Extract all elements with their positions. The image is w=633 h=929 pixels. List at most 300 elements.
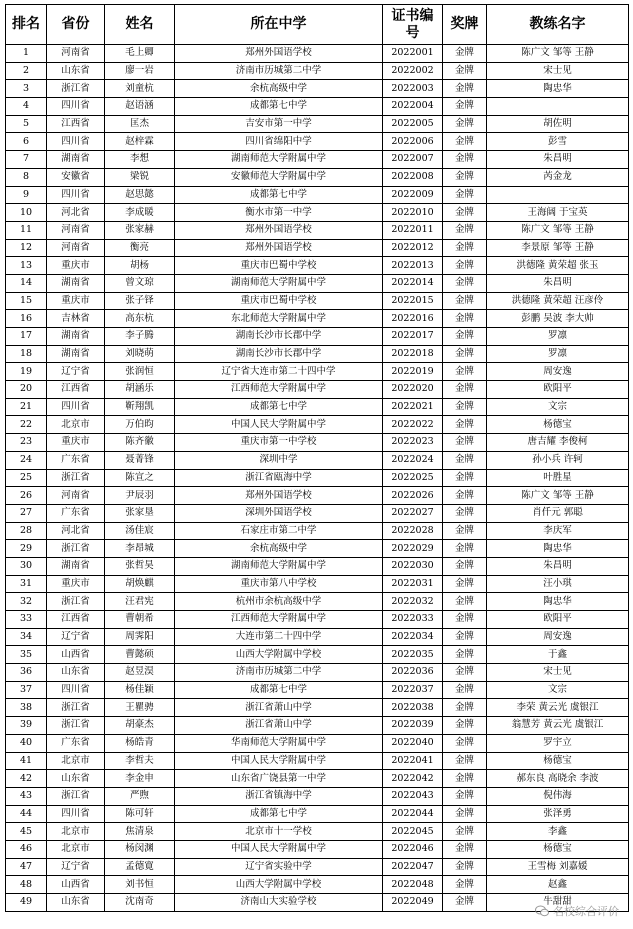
wechat-icon (535, 905, 549, 917)
cell-certificate: 2022012 (383, 239, 443, 257)
cell-rank: 2 (6, 62, 47, 80)
table-row (6, 328, 629, 346)
cell-certificate: 2022046 (383, 840, 443, 858)
cell-name: 胡涵乐 (105, 381, 175, 399)
cell-medal: 金牌 (443, 381, 487, 399)
cell-medal: 金牌 (443, 876, 487, 894)
cell-province: 湖南省 (47, 557, 105, 575)
cell-rank: 7 (6, 151, 47, 169)
cell-province: 浙江省 (47, 469, 105, 487)
cell-certificate: 2022040 (383, 734, 443, 752)
cell-province: 山东省 (47, 894, 105, 912)
table-row (6, 381, 629, 399)
cell-medal: 金牌 (443, 540, 487, 558)
cell-province: 重庆市 (47, 575, 105, 593)
cell-certificate: 2022014 (383, 274, 443, 292)
cell-medal: 金牌 (443, 239, 487, 257)
cell-province: 四川省 (47, 398, 105, 416)
cell-rank: 40 (6, 734, 47, 752)
cell-coach: 李景原 邹等 王静 (487, 239, 629, 257)
cell-coach: 宋士见 (487, 664, 629, 682)
cell-medal: 金牌 (443, 752, 487, 770)
cell-certificate: 2022001 (383, 45, 443, 63)
cell-school: 成都第七中学 (175, 681, 383, 699)
watermark (535, 903, 619, 919)
cell-coach: 杨德宝 (487, 752, 629, 770)
table-row (6, 363, 629, 381)
cell-rank: 35 (6, 646, 47, 664)
cell-name: 孟德寛 (105, 858, 175, 876)
cell-name: 赵昱淏 (105, 664, 175, 682)
cell-certificate: 2022043 (383, 787, 443, 805)
cell-province: 湖南省 (47, 151, 105, 169)
cell-rank: 5 (6, 115, 47, 133)
cell-medal: 金牌 (443, 416, 487, 434)
cell-medal: 金牌 (443, 770, 487, 788)
cell-medal: 金牌 (443, 787, 487, 805)
cell-province: 辽宁省 (47, 628, 105, 646)
cell-rank: 46 (6, 840, 47, 858)
cell-province: 重庆市 (47, 434, 105, 452)
cell-medal: 金牌 (443, 363, 487, 381)
cell-coach: 郝东良 高晓余 李波 (487, 770, 629, 788)
cell-name: 周霁阳 (105, 628, 175, 646)
cell-medal: 金牌 (443, 168, 487, 186)
table-row (6, 717, 629, 735)
table-row (6, 416, 629, 434)
cell-school: 华南师范大学附属中学 (175, 734, 383, 752)
cell-province: 北京市 (47, 416, 105, 434)
cell-coach: 陶忠华 (487, 540, 629, 558)
cell-rank: 43 (6, 787, 47, 805)
cell-name: 刘书恒 (105, 876, 175, 894)
table-row (6, 168, 629, 186)
cell-name: 匡杰 (105, 115, 175, 133)
watermark-text: 名校综合评价 (553, 905, 619, 918)
cell-certificate: 2022049 (383, 894, 443, 912)
cell-province: 河南省 (47, 45, 105, 63)
cell-province: 湖南省 (47, 328, 105, 346)
cell-school: 成都第七中学 (175, 186, 383, 204)
header-school: 所在中学 (175, 5, 383, 45)
cell-certificate: 2022037 (383, 681, 443, 699)
header-medal: 奖牌 (443, 5, 487, 45)
table-row (6, 734, 629, 752)
cell-school: 济南山大实验学校 (175, 894, 383, 912)
cell-certificate: 2022003 (383, 80, 443, 98)
cell-name: 曹朝希 (105, 611, 175, 629)
cell-name: 李昂城 (105, 540, 175, 558)
cell-school: 浙江省萧山中学 (175, 717, 383, 735)
table-row (6, 80, 629, 98)
cell-certificate: 2022013 (383, 257, 443, 275)
cell-coach: 陈广文 邹等 王静 (487, 221, 629, 239)
cell-rank: 24 (6, 451, 47, 469)
cell-coach: 彭鹏 吴波 李大帅 (487, 310, 629, 328)
cell-name: 张哲昊 (105, 557, 175, 575)
cell-name: 李成暖 (105, 204, 175, 222)
cell-medal: 金牌 (443, 62, 487, 80)
cell-medal: 金牌 (443, 98, 487, 116)
cell-medal: 金牌 (443, 469, 487, 487)
cell-province: 广东省 (47, 451, 105, 469)
table-row (6, 876, 629, 894)
cell-province: 河南省 (47, 487, 105, 505)
cell-school: 浙江省镇海中学 (175, 787, 383, 805)
cell-coach: 彭雪 (487, 133, 629, 151)
cell-rank: 8 (6, 168, 47, 186)
cell-rank: 26 (6, 487, 47, 505)
cell-province: 四川省 (47, 98, 105, 116)
table-row (6, 575, 629, 593)
cell-coach: 杨德宝 (487, 416, 629, 434)
table-row (6, 770, 629, 788)
cell-coach: 欧阳平 (487, 611, 629, 629)
cell-medal: 金牌 (443, 274, 487, 292)
cell-coach: 张泽勇 (487, 805, 629, 823)
cell-name: 胡豪杰 (105, 717, 175, 735)
cell-province: 山东省 (47, 770, 105, 788)
cell-school: 江西师范大学附属中学 (175, 611, 383, 629)
cell-school: 湖南师范大学附属中学 (175, 274, 383, 292)
cell-certificate: 2022036 (383, 664, 443, 682)
cell-province: 山西省 (47, 646, 105, 664)
cell-rank: 27 (6, 504, 47, 522)
cell-rank: 36 (6, 664, 47, 682)
cell-rank: 25 (6, 469, 47, 487)
cell-province: 河南省 (47, 221, 105, 239)
cell-province: 浙江省 (47, 787, 105, 805)
cell-school: 湖南师范大学附属中学 (175, 557, 383, 575)
cell-medal: 金牌 (443, 840, 487, 858)
cell-name: 聂菁锋 (105, 451, 175, 469)
cell-school: 郑州外国语学校 (175, 239, 383, 257)
cell-coach: 胡佐明 (487, 115, 629, 133)
cell-medal: 金牌 (443, 345, 487, 363)
table-row (6, 805, 629, 823)
cell-school: 衡水市第一中学 (175, 204, 383, 222)
cell-school: 成都第七中学 (175, 98, 383, 116)
cell-coach: 洪德隆 黄荣超 张玉 (487, 257, 629, 275)
table-row (6, 186, 629, 204)
cell-certificate: 2022032 (383, 593, 443, 611)
cell-name: 汪君宪 (105, 593, 175, 611)
cell-school: 大连市第二十四中学 (175, 628, 383, 646)
table-row (6, 469, 629, 487)
cell-province: 浙江省 (47, 80, 105, 98)
cell-certificate: 2022017 (383, 328, 443, 346)
cell-name: 胡杨 (105, 257, 175, 275)
cell-school: 杭州市余杭高级中学 (175, 593, 383, 611)
cell-school: 中国人民大学附属中学 (175, 416, 383, 434)
table-row (6, 823, 629, 841)
cell-province: 广东省 (47, 734, 105, 752)
cell-certificate: 2022031 (383, 575, 443, 593)
cell-name: 靳翔凯 (105, 398, 175, 416)
cell-rank: 15 (6, 292, 47, 310)
cell-certificate: 2022011 (383, 221, 443, 239)
cell-coach: 陈广文 邹等 王静 (487, 45, 629, 63)
cell-school: 郑州外国语学校 (175, 45, 383, 63)
cell-school: 郑州外国语学校 (175, 487, 383, 505)
cell-province: 河北省 (47, 522, 105, 540)
cell-certificate: 2022034 (383, 628, 443, 646)
cell-medal: 金牌 (443, 858, 487, 876)
cell-school: 山东省广饶县第一中学 (175, 770, 383, 788)
cell-certificate: 2022027 (383, 504, 443, 522)
table-row (6, 840, 629, 858)
cell-coach: 李庆军 (487, 522, 629, 540)
cell-certificate: 2022018 (383, 345, 443, 363)
cell-medal: 金牌 (443, 398, 487, 416)
cell-rank: 20 (6, 381, 47, 399)
table-row (6, 487, 629, 505)
cell-medal: 金牌 (443, 611, 487, 629)
cell-rank: 42 (6, 770, 47, 788)
cell-rank: 16 (6, 310, 47, 328)
cell-coach: 罗凛 (487, 345, 629, 363)
cell-name: 李哲夫 (105, 752, 175, 770)
cell-school: 安徽师范大学附属中学 (175, 168, 383, 186)
cell-name: 杨闵渊 (105, 840, 175, 858)
cell-coach: 孙小兵 许轲 (487, 451, 629, 469)
header-coach: 教练名字 (487, 5, 629, 45)
cell-certificate: 2022005 (383, 115, 443, 133)
cell-province: 河北省 (47, 204, 105, 222)
cell-medal: 金牌 (443, 699, 487, 717)
cell-coach: 汪小琪 (487, 575, 629, 593)
table-row (6, 504, 629, 522)
table-row (6, 310, 629, 328)
cell-rank: 33 (6, 611, 47, 629)
cell-province: 北京市 (47, 752, 105, 770)
cell-rank: 32 (6, 593, 47, 611)
cell-school: 济南市历城第二中学 (175, 62, 383, 80)
cell-name: 尹辰羽 (105, 487, 175, 505)
cell-rank: 45 (6, 823, 47, 841)
table-row (6, 664, 629, 682)
table-row (6, 787, 629, 805)
cell-name: 赵语涵 (105, 98, 175, 116)
cell-medal: 金牌 (443, 45, 487, 63)
cell-name: 李子腾 (105, 328, 175, 346)
cell-certificate: 2022006 (383, 133, 443, 151)
cell-province: 四川省 (47, 186, 105, 204)
cell-school: 成都第七中学 (175, 805, 383, 823)
cell-certificate: 2022010 (383, 204, 443, 222)
cell-name: 刘晓萌 (105, 345, 175, 363)
cell-coach: 洪德隆 黄荣超 汪彦伶 (487, 292, 629, 310)
table-row (6, 98, 629, 116)
header-row (6, 5, 629, 45)
cell-certificate: 2022008 (383, 168, 443, 186)
cell-province: 江西省 (47, 381, 105, 399)
cell-rank: 28 (6, 522, 47, 540)
cell-coach: 文宗 (487, 398, 629, 416)
cell-medal: 金牌 (443, 451, 487, 469)
cell-name: 陈可轩 (105, 805, 175, 823)
cell-province: 四川省 (47, 133, 105, 151)
cell-certificate: 2022023 (383, 434, 443, 452)
cell-school: 济南市历城第二中学 (175, 664, 383, 682)
cell-school: 深圳外国语学校 (175, 504, 383, 522)
cell-school: 余杭高级中学 (175, 540, 383, 558)
cell-rank: 38 (6, 699, 47, 717)
cell-name: 沈南奇 (105, 894, 175, 912)
results-table (5, 4, 629, 912)
cell-school: 深圳中学 (175, 451, 383, 469)
table-row (6, 522, 629, 540)
cell-coach: 唐吉耀 李俊柯 (487, 434, 629, 452)
cell-school: 湖南长沙市长郡中学 (175, 328, 383, 346)
cell-name: 万伯昀 (105, 416, 175, 434)
cell-certificate: 2022029 (383, 540, 443, 558)
cell-school: 湖南师范大学附属中学 (175, 151, 383, 169)
cell-rank: 29 (6, 540, 47, 558)
table-row (6, 681, 629, 699)
table-row (6, 540, 629, 558)
cell-medal: 金牌 (443, 328, 487, 346)
cell-province: 江西省 (47, 611, 105, 629)
cell-certificate: 2022045 (383, 823, 443, 841)
cell-medal: 金牌 (443, 628, 487, 646)
table-row (6, 133, 629, 151)
table-row (6, 752, 629, 770)
cell-certificate: 2022042 (383, 770, 443, 788)
cell-coach: 翁慧芳 黄云光 虞银江 (487, 717, 629, 735)
cell-rank: 1 (6, 45, 47, 63)
cell-province: 四川省 (47, 805, 105, 823)
cell-province: 北京市 (47, 840, 105, 858)
cell-school: 辽宁省实验中学 (175, 858, 383, 876)
cell-medal: 金牌 (443, 310, 487, 328)
cell-certificate: 2022022 (383, 416, 443, 434)
cell-school: 北京市十一学校 (175, 823, 383, 841)
cell-coach: 陶忠华 (487, 593, 629, 611)
cell-certificate: 2022035 (383, 646, 443, 664)
cell-school: 四川省绵阳中学 (175, 133, 383, 151)
cell-school: 江西师范大学附属中学 (175, 381, 383, 399)
cell-province: 湖南省 (47, 274, 105, 292)
cell-coach: 叶胜星 (487, 469, 629, 487)
cell-certificate: 2022007 (383, 151, 443, 169)
table-row (6, 45, 629, 63)
cell-medal: 金牌 (443, 805, 487, 823)
cell-coach: 陶忠华 (487, 80, 629, 98)
table-row (6, 274, 629, 292)
cell-name: 王瞿骋 (105, 699, 175, 717)
cell-certificate: 2022009 (383, 186, 443, 204)
cell-medal: 金牌 (443, 593, 487, 611)
cell-coach: 肖仟元 郭聪 (487, 504, 629, 522)
table-row (6, 451, 629, 469)
table-row (6, 398, 629, 416)
cell-school: 山西大学附属中学校 (175, 876, 383, 894)
cell-name: 张子铎 (105, 292, 175, 310)
cell-certificate: 2022038 (383, 699, 443, 717)
cell-coach: 陈广文 邹等 王静 (487, 487, 629, 505)
cell-medal: 金牌 (443, 681, 487, 699)
cell-province: 浙江省 (47, 593, 105, 611)
cell-rank: 47 (6, 858, 47, 876)
cell-name: 李想 (105, 151, 175, 169)
cell-name: 高东杭 (105, 310, 175, 328)
cell-name: 梁锐 (105, 168, 175, 186)
cell-rank: 37 (6, 681, 47, 699)
cell-province: 浙江省 (47, 540, 105, 558)
cell-province: 安徽省 (47, 168, 105, 186)
cell-certificate: 2022044 (383, 805, 443, 823)
cell-medal: 金牌 (443, 257, 487, 275)
cell-name: 曾文琼 (105, 274, 175, 292)
cell-certificate: 2022016 (383, 310, 443, 328)
cell-coach: 周安逸 (487, 363, 629, 381)
cell-coach: 于鑫 (487, 646, 629, 664)
cell-coach: 周安逸 (487, 628, 629, 646)
cell-school: 重庆市巴蜀中学校 (175, 257, 383, 275)
cell-certificate: 2022030 (383, 557, 443, 575)
cell-name: 杨皓青 (105, 734, 175, 752)
table-row (6, 151, 629, 169)
cell-medal: 金牌 (443, 204, 487, 222)
cell-medal: 金牌 (443, 434, 487, 452)
cell-certificate: 2022004 (383, 98, 443, 116)
cell-coach: 王海阔 于宝英 (487, 204, 629, 222)
cell-school: 湖南长沙市长郡中学 (175, 345, 383, 363)
table-row (6, 858, 629, 876)
cell-province: 山东省 (47, 62, 105, 80)
cell-medal: 金牌 (443, 646, 487, 664)
cell-school: 浙江省萧山中学 (175, 699, 383, 717)
cell-name: 张家赫 (105, 221, 175, 239)
cell-school: 余杭高级中学 (175, 80, 383, 98)
cell-rank: 17 (6, 328, 47, 346)
cell-rank: 4 (6, 98, 47, 116)
cell-certificate: 2022033 (383, 611, 443, 629)
cell-coach: 文宗 (487, 681, 629, 699)
table-row (6, 292, 629, 310)
cell-province: 山西省 (47, 876, 105, 894)
cell-rank: 14 (6, 274, 47, 292)
cell-coach: 朱昌明 (487, 274, 629, 292)
cell-certificate: 2022039 (383, 717, 443, 735)
cell-name: 胡焕麒 (105, 575, 175, 593)
cell-certificate: 2022028 (383, 522, 443, 540)
cell-certificate: 2022002 (383, 62, 443, 80)
cell-certificate: 2022048 (383, 876, 443, 894)
table-row (6, 62, 629, 80)
cell-rank: 41 (6, 752, 47, 770)
cell-medal: 金牌 (443, 717, 487, 735)
table-row (6, 239, 629, 257)
cell-rank: 11 (6, 221, 47, 239)
cell-name: 严煦 (105, 787, 175, 805)
cell-rank: 10 (6, 204, 47, 222)
cell-province: 重庆市 (47, 257, 105, 275)
cell-rank: 49 (6, 894, 47, 912)
table-body (6, 45, 629, 912)
cell-medal: 金牌 (443, 151, 487, 169)
cell-name: 陈齐徽 (105, 434, 175, 452)
table-row (6, 646, 629, 664)
cell-school: 重庆市第八中学校 (175, 575, 383, 593)
cell-rank: 44 (6, 805, 47, 823)
cell-coach: 罗凛 (487, 328, 629, 346)
cell-name: 赵梓霖 (105, 133, 175, 151)
cell-coach: 罗宇立 (487, 734, 629, 752)
cell-rank: 30 (6, 557, 47, 575)
cell-school: 重庆市巴蜀中学校 (175, 292, 383, 310)
